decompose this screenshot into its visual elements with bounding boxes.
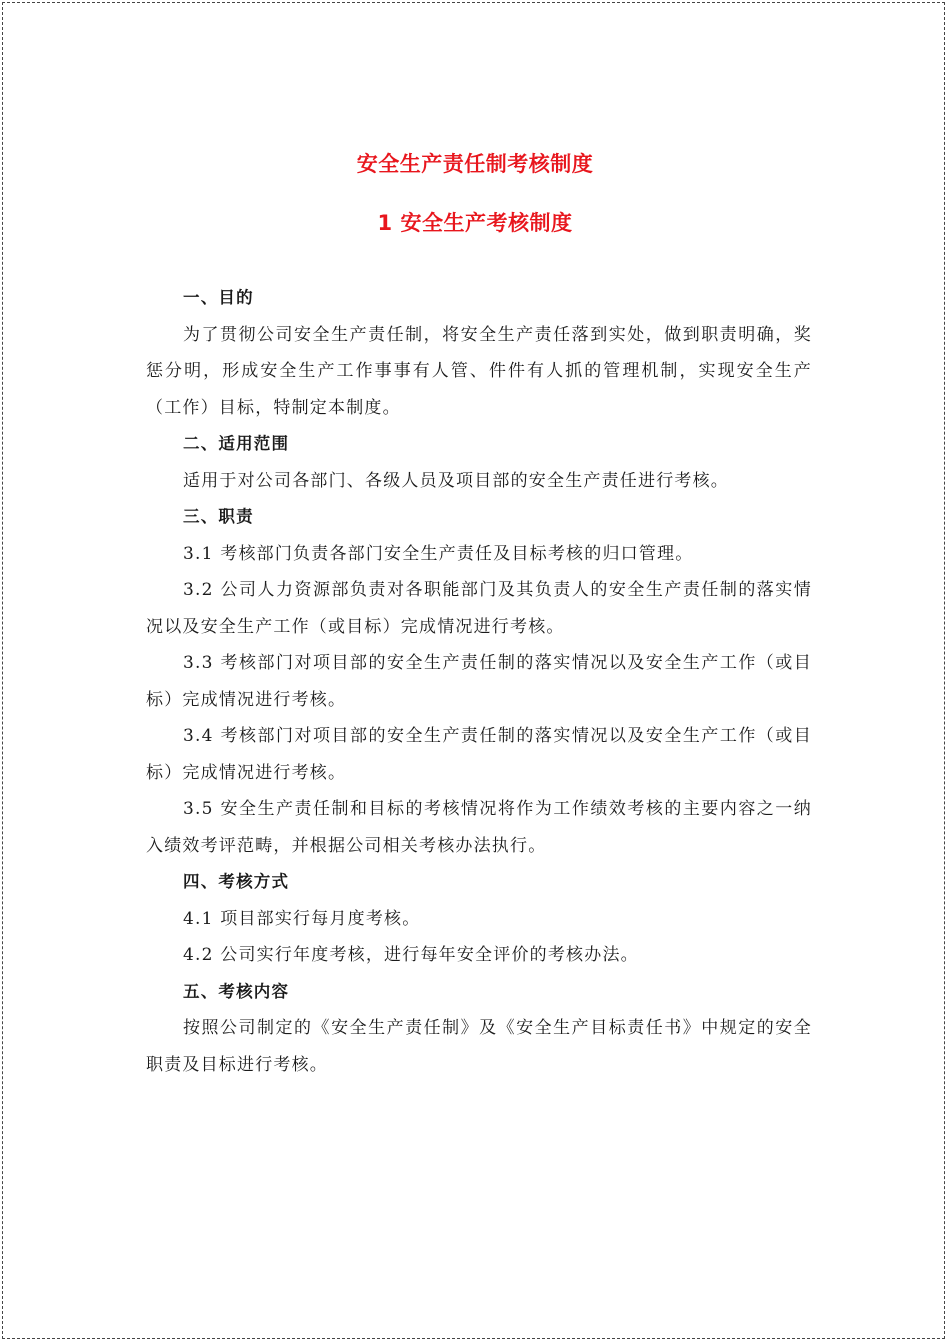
- paragraph-4-1: 4.1 项目部实行每月度考核。: [183, 908, 421, 929]
- section-heading-responsibilities: 三、职责: [183, 507, 254, 526]
- document-body: [146, 280, 812, 1083]
- paragraph-3-2: 3.2 公司人力资源部负责对各职能部门及其负责人的安全生产责任制的落实情况以及安全生产工作（或目标）完成情况进行考核。: [146, 580, 812, 637]
- paragraph-3-4: 3.4 考核部门对项目部的安全生产责任制的落实情况以及安全生产工作（或目标）完成情况进行考核。: [146, 726, 812, 783]
- paragraph-3-3: 3.3 考核部门对项目部的安全生产责任制的落实情况以及安全生产工作（或目标）完成情况进行考核。: [146, 653, 812, 710]
- paragraph-3-1: 3.1 考核部门负责各部门安全生产责任及目标考核的归口管理。: [183, 543, 694, 564]
- paragraph-3-5: 3.5 安全生产责任制和目标的考核情况将作为工作绩效考核的主要内容之一纳入绩效考评范畴，并根据公司相关考核办法执行。: [146, 799, 812, 856]
- paragraph-4-2: 4.2 公司实行年度考核，进行每年安全评价的考核办法。: [183, 945, 639, 965]
- section-heading-scope: 二、适用范围: [183, 434, 290, 453]
- section-heading-content: 五、考核内容: [183, 981, 290, 1001]
- paragraph-purpose: 为了贯彻公司安全生产责任制，将安全生产责任落到实处，做到职责明确，奖惩分明，形成安全生产工作事事有人管、件件有人抓的管理机制，实现安全生产（工作）目标，特制定本制度。: [146, 324, 812, 418]
- section-heading-purpose: 一、目的: [183, 288, 254, 307]
- document-title: 安全生产责任制考核制度: [356, 152, 594, 176]
- paragraph-scope: 适用于对公司各部门、各级人员及项目部的安全生产责任进行考核。: [183, 470, 729, 491]
- document-subtitle: 1 安全生产考核制度: [377, 211, 573, 235]
- paragraph-content: 按照公司制定的《安全生产责任制》及《安全生产目标责任书》中规定的安全职责及目标进行考核。: [146, 1018, 812, 1075]
- section-heading-method: 四、考核方式: [183, 872, 290, 891]
